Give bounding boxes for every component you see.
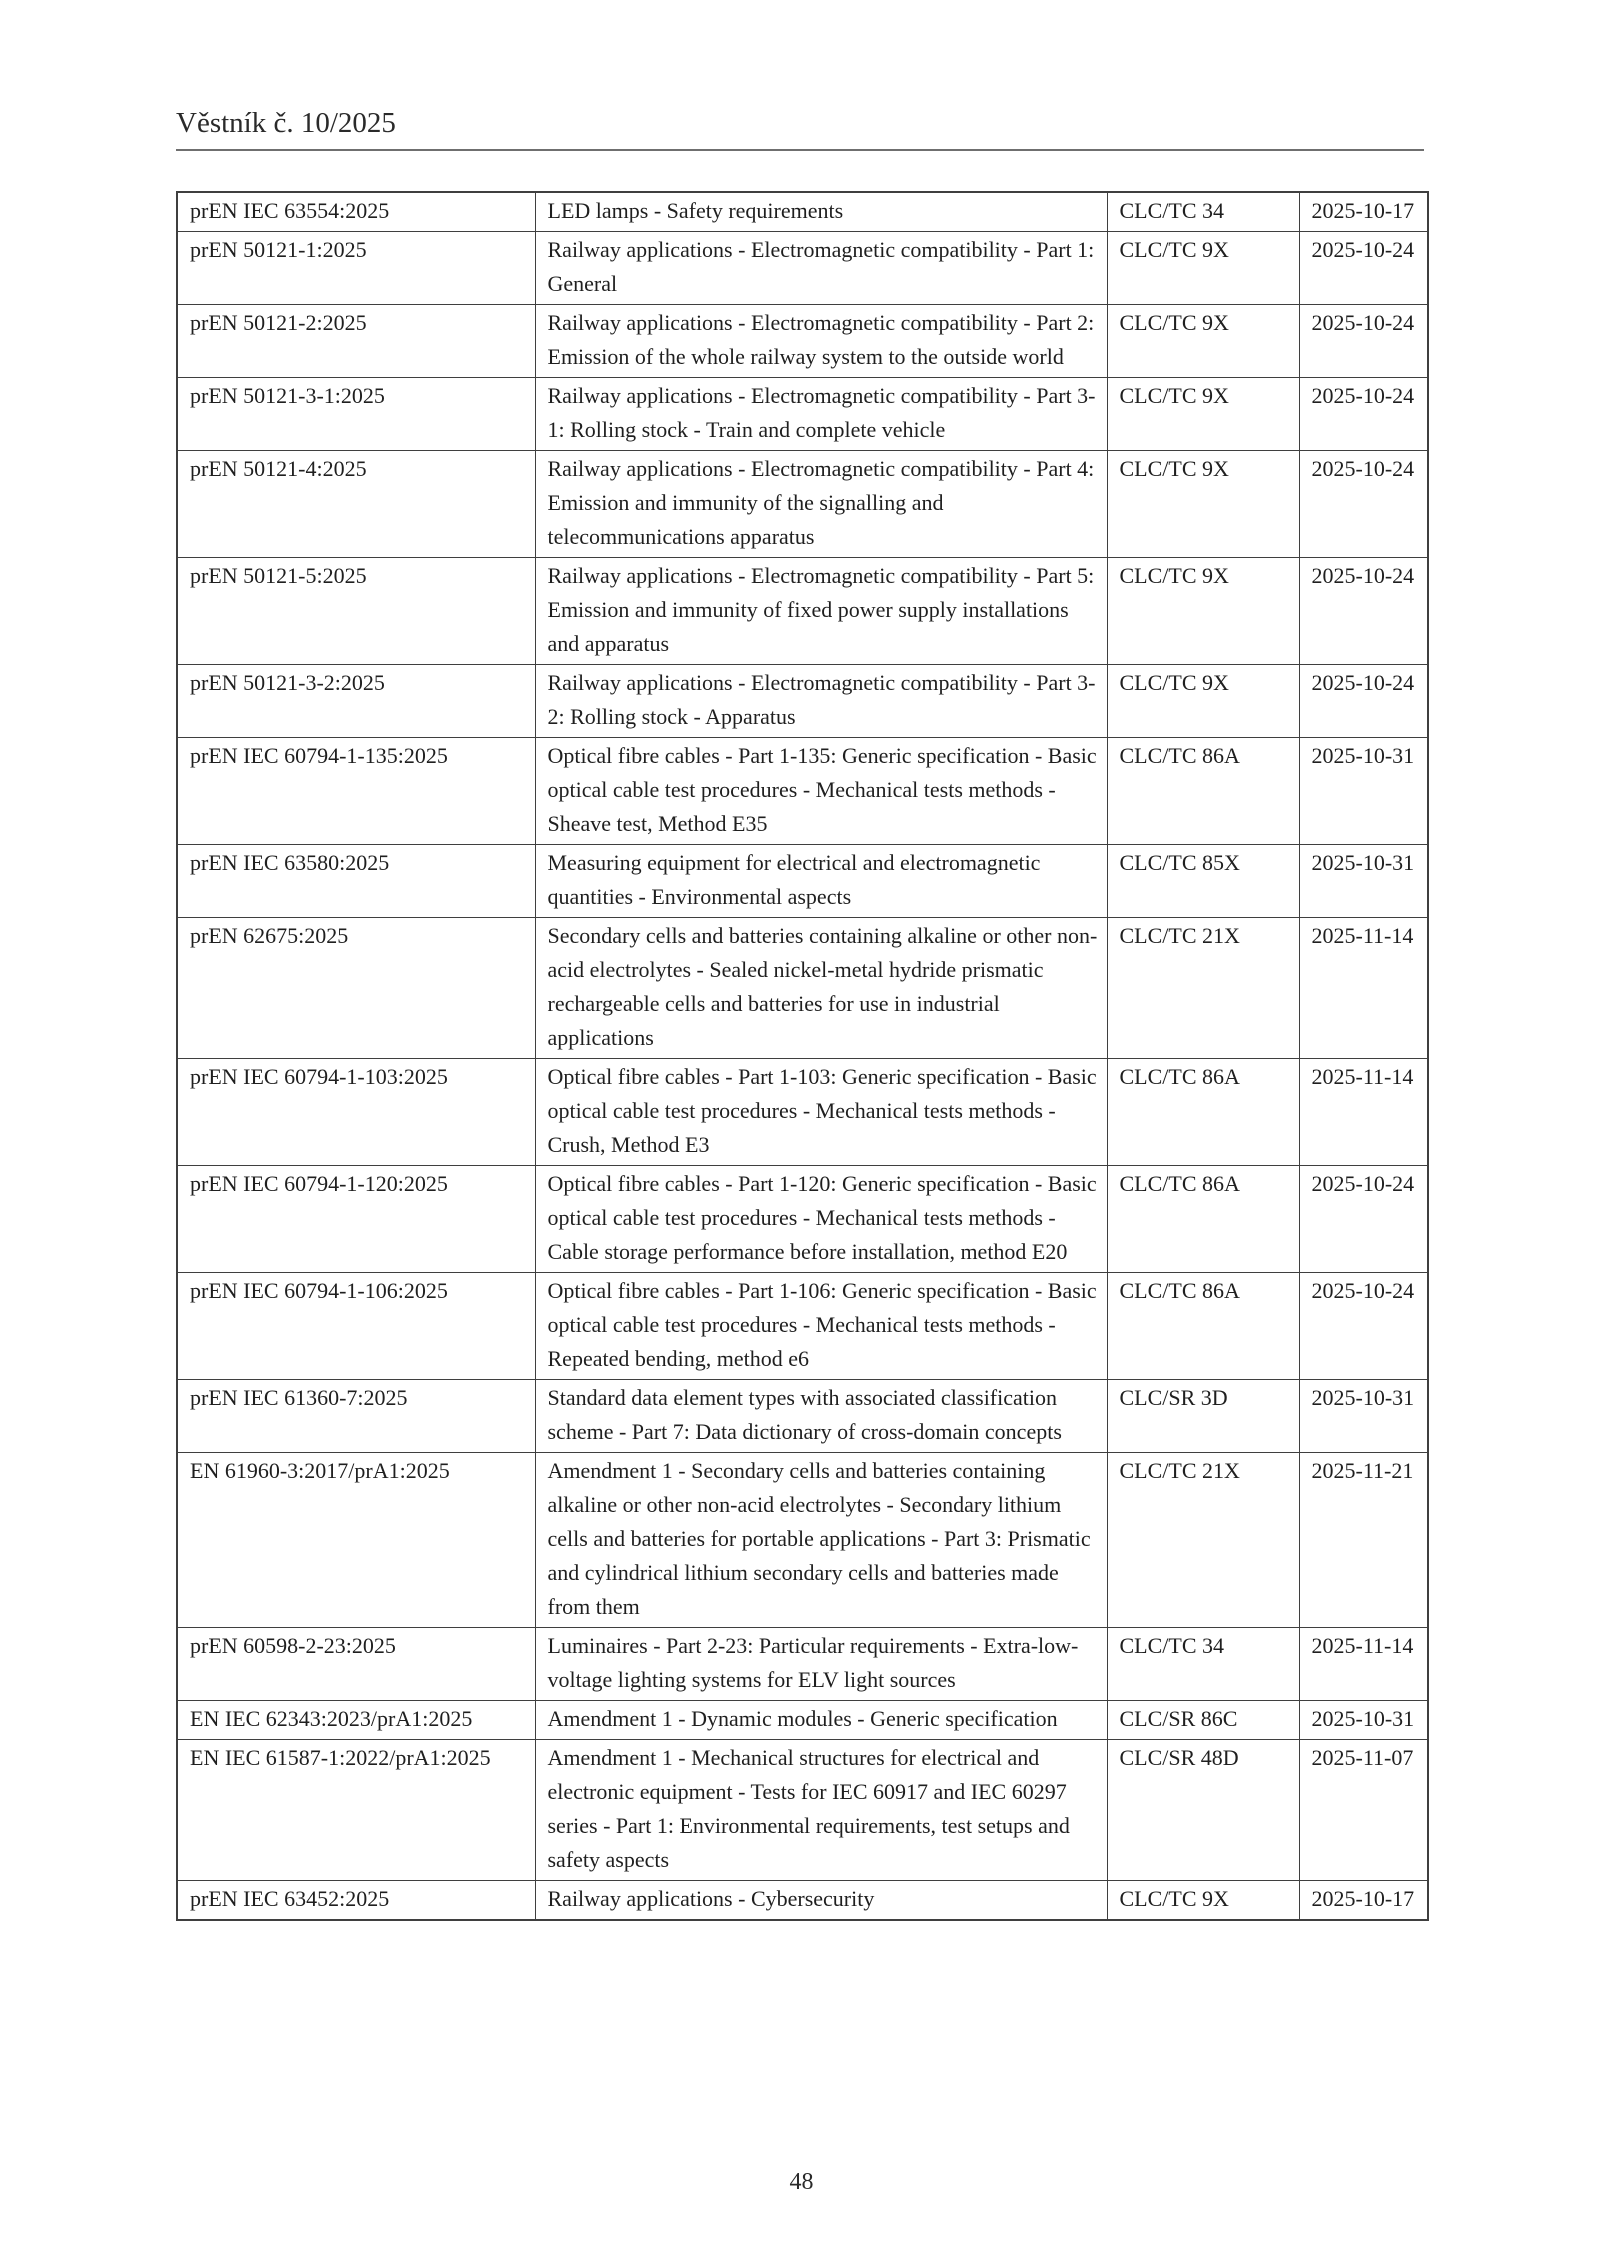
description-cell: Optical fibre cables - Part 1-106: Generic specification - Basic optical cable test procedures - Mechanical tests methods - Repeated bending, method e6 [535, 1273, 1107, 1380]
date-cell: 2025-11-07 [1299, 1740, 1428, 1881]
table-row [177, 451, 1428, 558]
committee-cell: CLC/SR 3D [1107, 1380, 1299, 1453]
table-row [177, 845, 1428, 918]
standard-code-cell: prEN 62675:2025 [177, 918, 535, 1059]
standard-code-cell: EN IEC 62343:2023/prA1:2025 [177, 1701, 535, 1740]
page-footer [176, 2169, 1427, 2196]
description-cell: Railway applications - Electromagnetic compatibility - Part 2: Emission of the whole railway system to the outside world [535, 305, 1107, 378]
committee-cell: CLC/TC 9X [1107, 558, 1299, 665]
committee-cell: CLC/TC 86A [1107, 1273, 1299, 1380]
committee-cell: CLC/TC 34 [1107, 1628, 1299, 1701]
description-cell: Amendment 1 - Dynamic modules - Generic specification [535, 1701, 1107, 1740]
committee-cell: CLC/TC 86A [1107, 738, 1299, 845]
committee-cell: CLC/TC 86A [1107, 1166, 1299, 1273]
table-row [177, 305, 1428, 378]
standards-table [176, 191, 1429, 1921]
description-cell: Optical fibre cables - Part 1-135: Generic specification - Basic optical cable test procedures - Mechanical tests methods - Sheave test, Method E35 [535, 738, 1107, 845]
description-cell: Amendment 1 - Mechanical structures for electrical and electronic equipment - Tests for IEC 60917 and IEC 60297 series - Part 1: Environmental requirements, test setups and safety aspects [535, 1740, 1107, 1881]
table-row [177, 1740, 1428, 1881]
description-cell: Measuring equipment for electrical and electromagnetic quantities - Environmental aspects [535, 845, 1107, 918]
date-cell: 2025-10-31 [1299, 1701, 1428, 1740]
standard-code-cell: prEN 50121-4:2025 [177, 451, 535, 558]
date-cell: 2025-10-31 [1299, 738, 1428, 845]
standard-code-cell: prEN 50121-1:2025 [177, 232, 535, 305]
date-cell: 2025-10-31 [1299, 845, 1428, 918]
description-cell: Optical fibre cables - Part 1-120: Generic specification - Basic optical cable test procedures - Mechanical tests methods - Cable storage performance before installation, method E20 [535, 1166, 1107, 1273]
committee-cell: CLC/TC 21X [1107, 1453, 1299, 1628]
standard-code-cell: prEN IEC 60794-1-120:2025 [177, 1166, 535, 1273]
page-content [176, 0, 1427, 2196]
date-cell: 2025-10-31 [1299, 1380, 1428, 1453]
table-row [177, 1628, 1428, 1701]
committee-cell: CLC/TC 9X [1107, 305, 1299, 378]
date-cell: 2025-10-17 [1299, 192, 1428, 232]
table-row [177, 558, 1428, 665]
description-cell: Railway applications - Electromagnetic compatibility - Part 5: Emission and immunity of fixed power supply installations and apparatus [535, 558, 1107, 665]
page-number: 48 [789, 2169, 814, 2195]
table-row [177, 1701, 1428, 1740]
standard-code-cell: prEN 50121-3-1:2025 [177, 378, 535, 451]
committee-cell: CLC/TC 9X [1107, 1881, 1299, 1921]
standard-code-cell: prEN IEC 60794-1-106:2025 [177, 1273, 535, 1380]
committee-cell: CLC/TC 21X [1107, 918, 1299, 1059]
description-cell: Railway applications - Electromagnetic compatibility - Part 4: Emission and immunity of the signalling and telecommunications apparatus [535, 451, 1107, 558]
table-row [177, 1380, 1428, 1453]
date-cell: 2025-11-14 [1299, 918, 1428, 1059]
date-cell: 2025-10-17 [1299, 1881, 1428, 1921]
committee-cell: CLC/TC 86A [1107, 1059, 1299, 1166]
description-cell: Railway applications - Electromagnetic compatibility - Part 3-2: Rolling stock - Apparatus [535, 665, 1107, 738]
standard-code-cell: EN 61960-3:2017/prA1:2025 [177, 1453, 535, 1628]
committee-cell: CLC/SR 48D [1107, 1740, 1299, 1881]
table-row [177, 1059, 1428, 1166]
table-row [177, 665, 1428, 738]
table-row [177, 378, 1428, 451]
date-cell: 2025-10-24 [1299, 1273, 1428, 1380]
description-cell: LED lamps - Safety requirements [535, 192, 1107, 232]
header-rule [176, 149, 1424, 151]
standard-code-cell: prEN 50121-2:2025 [177, 305, 535, 378]
committee-cell: CLC/TC 85X [1107, 845, 1299, 918]
committee-cell: CLC/TC 34 [1107, 192, 1299, 232]
date-cell: 2025-10-24 [1299, 232, 1428, 305]
table-row [177, 1881, 1428, 1921]
table-row [177, 918, 1428, 1059]
description-cell: Railway applications - Electromagnetic compatibility - Part 3-1: Rolling stock - Train and complete vehicle [535, 378, 1107, 451]
standard-code-cell: prEN IEC 63580:2025 [177, 845, 535, 918]
standard-code-cell: prEN 50121-3-2:2025 [177, 665, 535, 738]
standard-code-cell: prEN IEC 60794-1-135:2025 [177, 738, 535, 845]
committee-cell: CLC/TC 9X [1107, 451, 1299, 558]
committee-cell: CLC/TC 9X [1107, 378, 1299, 451]
committee-cell: CLC/TC 9X [1107, 232, 1299, 305]
table-row [177, 192, 1428, 232]
standard-code-cell: prEN IEC 63452:2025 [177, 1881, 535, 1921]
page-header [176, 0, 1427, 140]
description-cell: Optical fibre cables - Part 1-103: Generic specification - Basic optical cable test procedures - Mechanical tests methods - Crush, Method E3 [535, 1059, 1107, 1166]
date-cell: 2025-10-24 [1299, 1166, 1428, 1273]
standard-code-cell: prEN IEC 63554:2025 [177, 192, 535, 232]
table-row [177, 1166, 1428, 1273]
date-cell: 2025-10-24 [1299, 378, 1428, 451]
committee-cell: CLC/SR 86C [1107, 1701, 1299, 1740]
description-cell: Standard data element types with associated classification scheme - Part 7: Data dictionary of cross-domain concepts [535, 1380, 1107, 1453]
table-row [177, 738, 1428, 845]
description-cell: Secondary cells and batteries containing alkaline or other non-acid electrolytes - Sealed nickel-metal hydride prismatic rechargeable cells and batteries for use in industrial applications [535, 918, 1107, 1059]
date-cell: 2025-10-24 [1299, 558, 1428, 665]
description-cell: Luminaires - Part 2-23: Particular requirements - Extra-low-voltage lighting systems for ELV light sources [535, 1628, 1107, 1701]
standard-code-cell: prEN IEC 60794-1-103:2025 [177, 1059, 535, 1166]
standard-code-cell: prEN 60598-2-23:2025 [177, 1628, 535, 1701]
description-cell: Railway applications - Electromagnetic compatibility - Part 1: General [535, 232, 1107, 305]
description-cell: Railway applications - Cybersecurity [535, 1881, 1107, 1921]
date-cell: 2025-10-24 [1299, 665, 1428, 738]
date-cell: 2025-10-24 [1299, 451, 1428, 558]
bulletin-title: Věstník č. 10/2025 [176, 107, 396, 139]
standard-code-cell: prEN 50121-5:2025 [177, 558, 535, 665]
table-row [177, 1453, 1428, 1628]
standard-code-cell: prEN IEC 61360-7:2025 [177, 1380, 535, 1453]
date-cell: 2025-10-24 [1299, 305, 1428, 378]
date-cell: 2025-11-21 [1299, 1453, 1428, 1628]
table-row [177, 232, 1428, 305]
date-cell: 2025-11-14 [1299, 1628, 1428, 1701]
description-cell: Amendment 1 - Secondary cells and batteries containing alkaline or other non-acid electrolytes - Secondary lithium cells and batteries for portable applications - Part 3: Prismatic and cylindrical lithium secondary cells and batteries made from them [535, 1453, 1107, 1628]
standard-code-cell: EN IEC 61587-1:2022/prA1:2025 [177, 1740, 535, 1881]
committee-cell: CLC/TC 9X [1107, 665, 1299, 738]
standards-table-body [177, 192, 1428, 1920]
date-cell: 2025-11-14 [1299, 1059, 1428, 1166]
table-row [177, 1273, 1428, 1380]
